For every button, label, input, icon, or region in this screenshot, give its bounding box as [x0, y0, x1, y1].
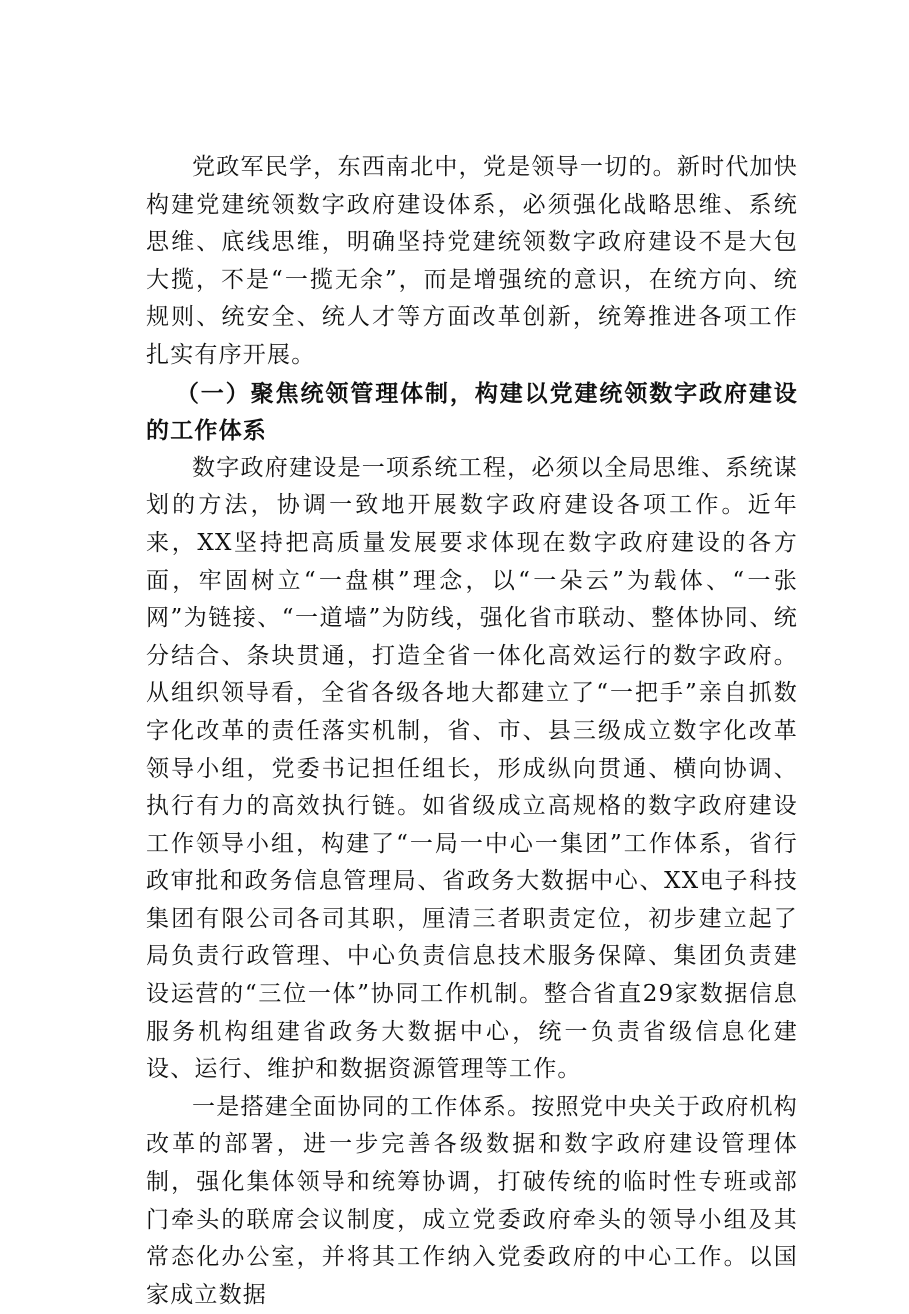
body-paragraph-workflow: 一是搭建全面协同的工作体系。按照党中央关于政府机构改革的部署，进一步完善各级数据和数字政府建设管理体制，强化集体领导和统筹协调，打破传统的临时性专班或部门牵头的联席会议制度，成立党委政府牵头的领导小组及其常态化办公室，并将其工作纳入党委政府的中心工作。以国家成立数据 — [146, 1093, 798, 1308]
section-heading: （一）聚焦统领管理体制，构建以党建统领数字政府建设的工作体系 — [146, 379, 798, 445]
document-body — [146, 149, 798, 1314]
intro-paragraph: 党政军民学，东西南北中，党是领导一切的。新时代加快构建党建统领数字政府建设体系，必须强化战略思维、系统思维、底线思维，明确坚持党建统领数字政府建设不是大包大揽，不是“一揽无余”，而是增强统的意识，在统方向、统规则、统安全、统人才等方面改革创新，统筹推进各项工作扎实有序开展。 — [146, 154, 798, 368]
body-paragraph-system: 数字政府建设是一项系统工程，必须以全局思维、系统谋划的方法，协调一致地开展数字政府建设各项工作。近年来，XX坚持把高质量发展要求体现在数字政府建设的各方面，牢固树立“一盘棋”理念，以“一朵云”为载体、“一张网”为链接、“一道墙”为防线，强化省市联动、整体协同、统分结合、条块贯通，打造全省一体化高效运行的数字政府。从组织领导看，全省各级各地大都建立了“一把手”亲自抓数字化改革的责任落实机制，省、市、县三级成立数字化改革领导小组，党委书记担任组长，形成纵向贯通、横向协调、执行有力的高效执行链。如省级成立高规格的数字政府建设工作领导小组，构建了“一局一中心一集团”工作体系，省行政审批和政务信息管理局、省政务大数据中心、XX电子科技集团有限公司各司其职，厘清三者职责定位，初步建立起了局负责行政管理、中心负责信息技术服务保障、集团负责建设运营的“三位一体”协同工作机制。整合省直29家数据信息服务机构组建省政务大数据中心，统一负责省级信息化建设、运行、维护和数据资源管理等工作。 — [146, 454, 798, 1083]
